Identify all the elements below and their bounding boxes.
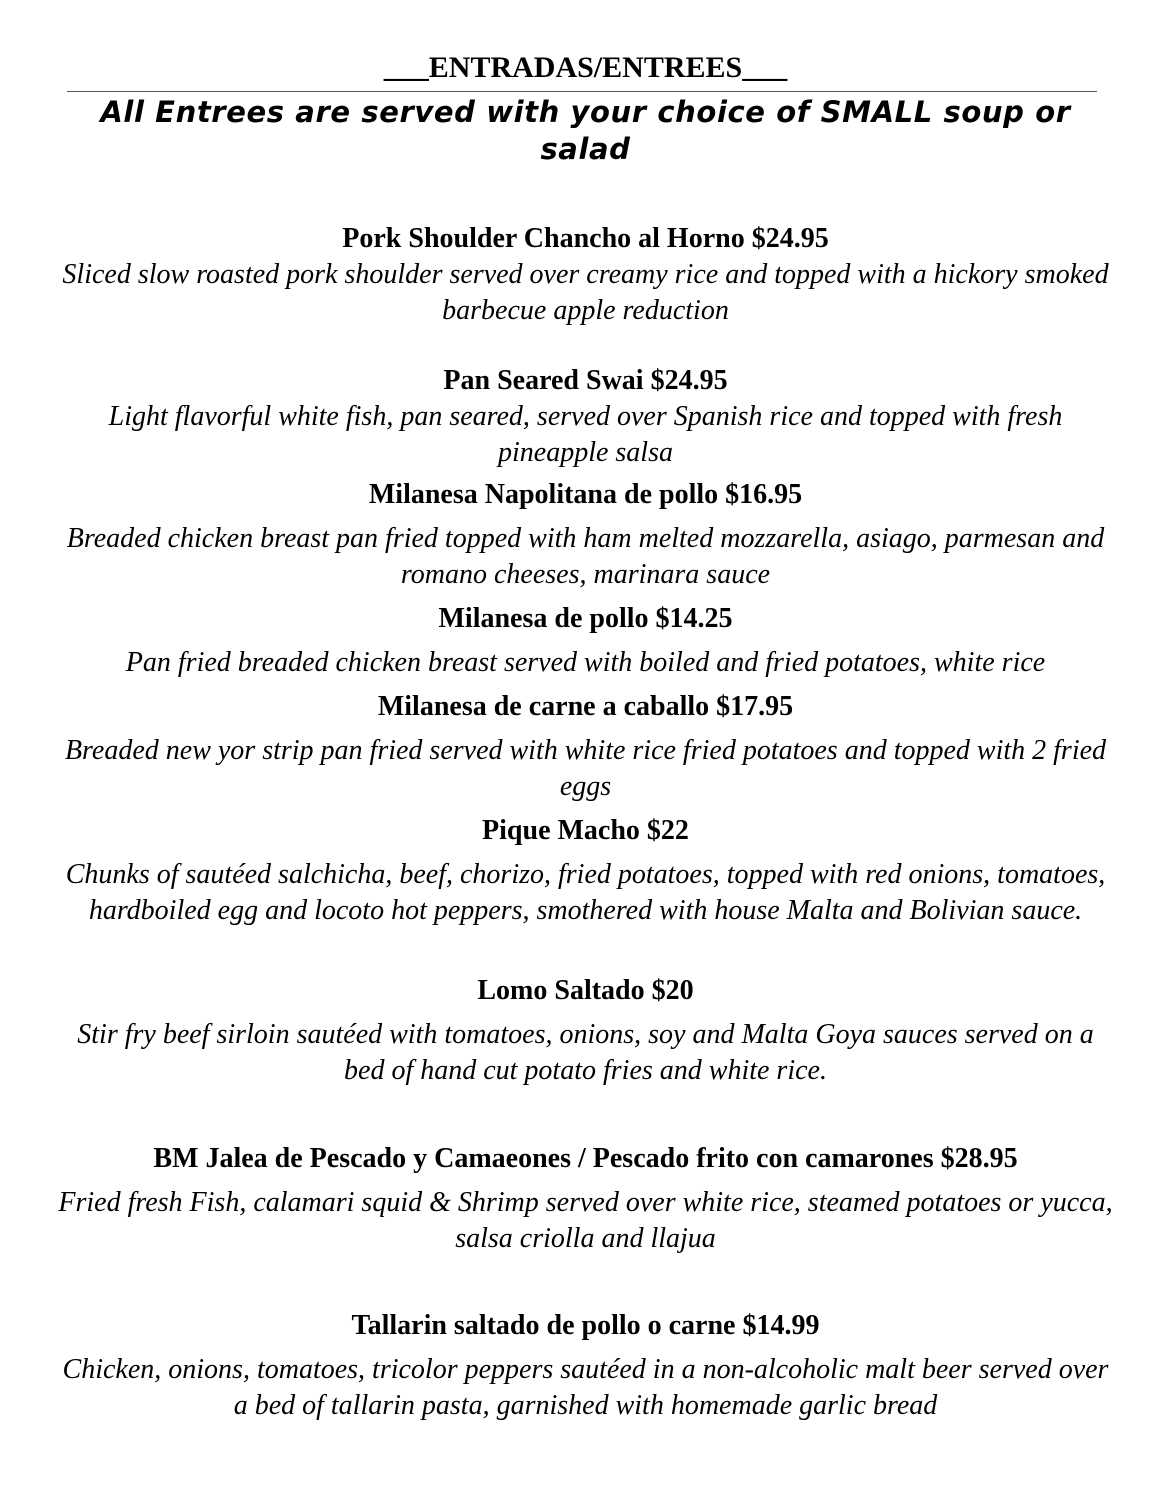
menu-item-description: Stir fry beef sirloin sautéed with tomatoes, onions, soy and Malta Goya sauces served on a bed of hand cut potato fries and white rice. [77, 1019, 1094, 1086]
menu-item [0, 973, 1171, 1088]
menu-item-description: Breaded chicken breast pan fried topped with ham melted mozzarella, asiago, parmesan and romano cheeses, marinara sauce [66, 523, 1105, 590]
menu-item [0, 477, 1171, 592]
menu-item-name: Milanesa Napolitana de pollo $16.95 [368, 479, 803, 510]
menu-item-description: Pan fried breaded chicken breast served with boiled and fried potatoes, white rice [125, 647, 1046, 678]
menu-item-name: Milanesa de carne a caballo $17.95 [377, 691, 794, 722]
menu-item-description: Chunks of sautéed salchicha, beef, chorizo, fried potatoes, topped with red onions, tomatoes, hardboiled egg and locoto hot peppers, smothered with house Malta and Bolivian sauce. [65, 859, 1106, 926]
menu-item [0, 601, 1171, 681]
menu-item [0, 1141, 1171, 1256]
entrees-note: All Entrees are served with your choice of SMALL soup or salad [100, 95, 1071, 166]
menu-item-name: Pork Shoulder Chancho al Horno $24.95 [342, 223, 829, 254]
menu-item-description: Light flavorful white fish, pan seared, served over Spanish rice and topped with fresh pineapple salsa [108, 401, 1063, 468]
section-title: ___ENTRADAS/ENTREES___ [383, 51, 788, 84]
menu-item [0, 813, 1171, 928]
menu-item-description: Fried fresh Fish, calamari squid & Shrimp served over white rice, steamed potatoes or yucca, salsa criolla and llajua [58, 1187, 1113, 1254]
menu-item [0, 689, 1171, 804]
menu-item-description: Breaded new yor strip pan fried served with white rice fried potatoes and topped with 2 fried eggs [64, 735, 1107, 802]
menu-item [0, 363, 1171, 470]
menu-item-name: Pique Macho $22 [482, 815, 689, 846]
title-divider [67, 91, 1097, 92]
menu-item-name: Tallarin saltado de pollo o carne $14.99 [351, 1310, 820, 1341]
menu-item-name: Pan Seared Swai $24.95 [443, 365, 728, 396]
menu-item-name: Lomo Saltado $20 [477, 975, 694, 1006]
menu-item [0, 1308, 1171, 1423]
menu-item-description: Sliced slow roasted pork shoulder served over creamy rice and topped with a hickory smoked barbecue apple reduction [62, 259, 1109, 326]
menu-item [0, 221, 1171, 328]
menu-item-name: Milanesa de pollo $14.25 [438, 603, 733, 634]
menu-item-description: Chicken, onions, tomatoes, tricolor peppers sautéed in a non-alcoholic malt beer served over a bed of tallarin pasta, garnished with homemade garlic bread [62, 1354, 1109, 1421]
menu-item-name: BM Jalea de Pescado y Camaeones / Pescado frito con camarones $28.95 [153, 1143, 1018, 1174]
